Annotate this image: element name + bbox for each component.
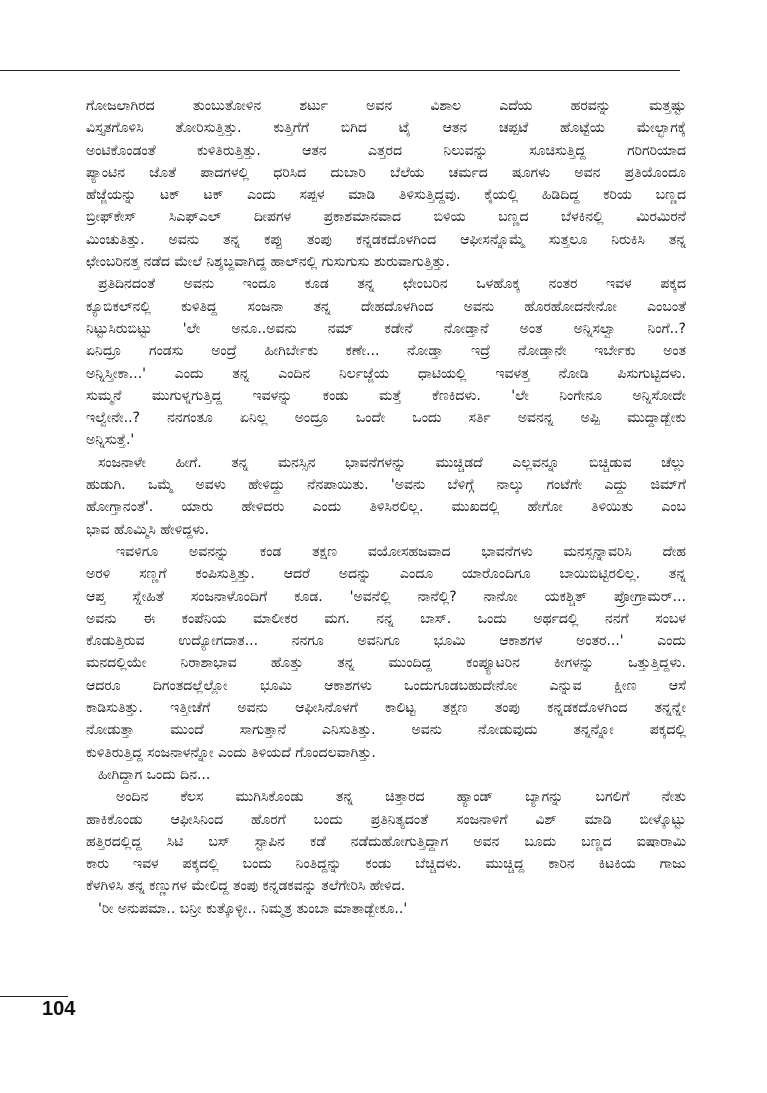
page-number: 104 — [42, 998, 76, 1020]
text-line: ಅನ್ನಿಸ್ತೀಕಾ...' ಎಂದು ತನ್ನ ಎಂದಿನ ನಿರ್ಲಜ್ಜೆಯ ಧಾಟಿಯಲ್ಲಿ ಇವಳತ್ತ ನೋಡಿ ಪಿಸುಗುಟ್ಟಿದಳು. — [86, 365, 686, 382]
text-line: ಗೋಜಲಾಗಿರದ ತುಂಬುತೋಳಿನ ಶರ್ಟು ಅವನ ವಿಶಾಲ ಎದೆಯ ಹರವನ್ನು ಮತ್ತಷ್ಟು — [86, 98, 686, 114]
text-line: ಇವಳಿಗೂ ಅವನನ್ನು ಕಂಡ ತಕ್ಷಣ ವಯೋಸಹಜವಾದ ಭಾವನೆಗಳು ಮನಸ್ಸನ್ನಾವರಿಸಿ ದೇಹ — [116, 543, 686, 560]
text-line: ಮನದಲ್ಲಿಯೇ ನಿರಾಶಾಭಾವ ಹೊತ್ತು ತನ್ನ ಮುಂದಿದ್ದ ಕಂಪ್ಯೂಟರಿನ ಕೀಗಳನ್ನು ಒತ್ತುತ್ತಿದ್ದಳು. — [86, 655, 686, 672]
text-line: ಏನಿದ್ರೂ ಗಂಡಸು ಅಂದ್ರೆ ಹೀಗಿರ್ಬೇಕು ಕಣೇ... ನೋಡ್ತಾ ಇದ್ರೆ ನೋಡ್ತಾನೇ ಇರ್ಬೇಕು ಅಂತ — [86, 343, 686, 360]
text-line: ಹುಡುಗಿ. ಒಮ್ಮೆ ಅವಳು ಹೇಳಿದ್ದು ನೆನಪಾಯಿತು. 'ಅವನು ಬೆಳಿಗ್ಗೆ ನಾಲ್ಕು ಗಂಟೆಗೇ ಎದ್ದು ಜಿಮ್‌ಗೆ — [86, 477, 686, 494]
text-line: ಛೇಂಬರಿನತ್ತ ನಡೆದ ಮೇಲೆ ನಿಶ್ಶಬ್ದವಾಗಿದ್ದ ಹಾಲ್‌ನಲ್ಲಿ ಗುಸುಗುಸು ಶುರುವಾಗುತ್ತಿತ್ತು. — [86, 254, 451, 271]
text-line: ಕುಳಿತಿರುತ್ತಿದ್ದ ಸಂಜನಾಳನ್ನೋ ಎಂದು ತಿಳಿಯದೆ ಗೊಂದಲವಾಗಿತ್ತು. — [86, 744, 376, 761]
text-line: ಮಿಂಚುತಿತ್ತು. ಅವನು ತನ್ನ ಕಪ್ಪು ತಂಪು ಕನ್ನಡಕದೊಳಗಿಂದ ಆಫೀಸನ್ನೊಮ್ಮೆ ಸುತ್ತಲೂ ನಿರುಕಿಸಿ ತನ್ನ — [86, 231, 686, 248]
text-line: ಅಂಟಿಕೊಂಡಂತೆ ಕುಳಿತಿರುತ್ತಿತ್ತು. ಆತನ ಎತ್ತರದ ನಿಲುವನ್ನು ಸೂಚಿಸುತ್ತಿದ್ದ ಗರಿಗರಿಯಾದ — [86, 142, 686, 159]
text-line: ವಿಸ್ತೃತಗೊಳಿಸಿ ತೋರಿಸುತ್ತಿತ್ತು. ಕುತ್ತಿಗೆಗೆ ಬಿಗಿದ ಟೈ ಆತನ ಚಪ್ಪಟೆ ಹೊಟ್ಟೆಯ ಮೇಲ್ಭಾಗಕ್ಕೆ — [86, 120, 686, 137]
text-line: ನಿಟ್ಟುಸಿರುಬಿಟ್ಟು 'ಲೇ ಅನೂ..ಅವನು ನಮ್ ಕಡೇನೆ ನೋಡ್ತಾನೆ ಅಂತ ಅನ್ನಿಸಲ್ವಾ ನಿಂಗೆ..? — [86, 320, 686, 337]
text-line: ಹೀಗಿದ್ದಾಗ ಒಂದು ದಿನ... — [98, 766, 211, 783]
text-line: ಸಂಜನಾಳೇ ಹೀಗೆ. ತನ್ನ ಮನಸ್ಸಿನ ಭಾವನೆಗಳನ್ನು ಮುಚ್ಚಿಡದೆ ಎಲ್ಲವನ್ನೂ ಬಿಚ್ಚಿಡುವ ಚೆಲ್ಲು — [98, 454, 686, 471]
text-line: ಬ್ರೀಫ್‌ಕೇಸ್ ಸಿಎಫ್‌ಎಲ್ ದೀಪಗಳ ಪ್ರಕಾಶಮಾನವಾದ ಬಿಳಿಯ ಬಣ್ಣದ ಬೆಳಕಿನಲ್ಲಿ ಮಿರಮಿರನೆ — [86, 209, 686, 226]
text-line: 'ರೀ ಅನುಪಮಾ.. ಬನ್ರೀ ಕುತ್ಕೊಳ್ಳೀ.. ನಿಮ್ಮತ್ರ ತುಂಬಾ ಮಾತಾಡ್ಬೇಕೂ..' — [98, 900, 408, 917]
text-line: ಹತ್ತಿರದಲ್ಲಿದ್ದ ಸಿಟಿ ಬಸ್ ಸ್ಟಾಪಿನ ಕಡೆ ನಡೆದುಹೋಗುತ್ತಿದ್ದಾಗ ಅವನ ಬೂದು ಬಣ್ಣದ ಐಷಾರಾಮಿ — [86, 833, 686, 850]
text-line: ಹಾಕಿಕೊಂಡು ಆಫೀಸಿನಿಂದ ಹೊರಗೆ ಬಂದು ಪ್ರತಿನಿತ್ಯದಂತೆ ಸಂಜನಾಳಿಗೆ ವಿಶ್ ಮಾಡಿ ಬೀಳ್ಕೊಟ್ಟು — [86, 811, 686, 828]
text-line: ಅಂದಿನ ಕೆಲಸ ಮುಗಿಸಿಕೊಂಡು ತನ್ನ ಚಿತ್ತಾರದ ಹ್ಯಾಂಡ್ ಬ್ಯಾಗನ್ನು ಬಗಲಿಗೆ ನೇತು — [116, 789, 686, 806]
text-line: ಸುಮ್ಮನೆ ಮುಗುಳ್ನಗುತ್ತಿದ್ದ ಇವಳನ್ನು ಕಂಡು ಮತ್ತೆ ಕೆಣಕಿದಳು. 'ಲೇ ನಿಂಗೇನೂ ಅನ್ನಿಸೋದೇ — [86, 387, 686, 404]
text-line: ಕ್ಯೂಬಿಕಲ್‌ನಲ್ಲಿ ಕುಳಿತಿದ್ದ ಸಂಜನಾ ತನ್ನ ದೇಹದೊಳಗಿಂದ ಅವನು ಹೊರಹೋದನೇನೋ ಎಂಬಂತೆ — [86, 298, 686, 315]
text-line: ಭಾವ ಹೊಮ್ಮಿಸಿ ಹೇಳಿದ್ದಳು. — [86, 521, 210, 538]
text-line: ಅರಳಿ ಸಣ್ಣಗೆ ಕಂಪಿಸುತ್ತಿತ್ತು. ಆದರೆ ಅದನ್ನು ಎಂದೂ ಯಾರೊಂದಿಗೂ ಬಾಯಿಬಿಟ್ಟಿರಲಿಲ್ಲ. ತನ್ನ — [86, 566, 686, 583]
text-line: ಆದರೂ ದಿಗಂತದಲ್ಲೆಲ್ಲೋ ಭೂಮಿ ಆಕಾಶಗಳು ಒಂದುಗೂಡಬಹುದೇನೋ ಎನ್ನುವ ಕ್ಷೀಣ ಆಸೆ — [86, 677, 686, 694]
text-line: ಕಾರು ಇವಳ ಪಕ್ಕದಲ್ಲಿ ಬಂದು ನಿಂತಿದ್ದನ್ನು ಕಂಡು ಬೆಚ್ಚಿದಳು. ಮುಚ್ಚಿದ್ದ ಕಾರಿನ ಕಿಟಕಿಯ ಗಾಜು — [86, 856, 686, 873]
text-line: ಕೊಡುತ್ತಿರುವ ಉದ್ಯೋಗದಾತ... ನನಗೂ ಅವನಿಗೂ ಭೂಮಿ ಆಕಾಶಗಳ ಅಂತರ...' ಎಂದು — [86, 633, 686, 650]
text-line: ಆಪ್ತ ಸ್ನೇಹಿತೆ ಸಂಜನಾಳೊಂದಿಗೆ ಕೂಡ. 'ಅವನೆಲ್ಲಿ ನಾನೆಲ್ಲಿ? ನಾನೋ ಯಕಶ್ಚಿತ್ ಪ್ರೋಗ್ರಾಮರ್... — [86, 588, 686, 605]
text-line: ಹೆಜ್ಜೆಯನ್ನು ಟಕ್ ಟಕ್ ಎಂದು ಸಪ್ಪಳ ಮಾಡಿ ತಿಳಿಸುತ್ತಿದ್ದವು. ಕೈಯಲ್ಲಿ ಹಿಡಿದಿದ್ದ ಕರಿಯ ಬಣ್ಣದ — [86, 187, 686, 204]
text-line: ಹೋಗ್ತಾನಂತೆ'. ಯಾರು ಹೇಳಿದರು ಎಂದು ತಿಳಿಸಿರಲಿಲ್ಲ. ಮುಖದಲ್ಲಿ ಹೇಗೋ ತಿಳಿಯಿತು ಎಂಬ — [86, 499, 686, 516]
text-line: ಅವನು ಈ ಕಂಪೆನಿಯ ಮಾಲೀಕರ ಮಗ. ನನ್ನ ಬಾಸ್. ಒಂದು ಅರ್ಥದಲ್ಲಿ ನನಗೆ ಸಂಬಳ — [86, 610, 686, 627]
text-line: ಇಲ್ವೇನೇ..? ನನಗಂತೂ ಏನಿಲ್ಲ ಅಂದ್ರೂ ಒಂದೇ ಒಂದು ಸರ್ತಿ ಅವನನ್ನ ಅಪ್ಪಿ ಮುದ್ದಾಡ್ಬೇಕು — [86, 410, 686, 427]
header-rule — [0, 70, 680, 71]
text-line: ಪ್ಯಾಂಟಿನ ಜೊತೆ ಪಾದಗಳಲ್ಲಿ ಧರಿಸಿದ ದುಬಾರಿ ಬೆಲೆಯ ಚರ್ಮದ ಷೂಗಳು ಅವನ ಪ್ರತಿಯೊಂದೂ — [86, 164, 686, 181]
body-text — [86, 95, 686, 920]
text-line: ಕೆಳಗಿಳಿಸಿ ತನ್ನ ಕಣ್ಣುಗಳ ಮೇಲಿದ್ದ ತಂಪು ಕನ್ನಡಕವನ್ನು ತಲೆಗೇರಿಸಿ ಹೇಳಿದ. — [86, 878, 406, 895]
text-line: ನೋಡುತ್ತಾ ಮುಂದೆ ಸಾಗುತ್ತಾನೆ ಎನಿಸುತಿತ್ತು. ಅವನು ನೋಡುವುದು ತನ್ನನ್ನೋ ಪಕ್ಕದಲ್ಲಿ — [86, 722, 686, 739]
text-line: ಪ್ರತಿದಿನದಂತೆ ಅವನು ಇಂದೂ ಕೂಡ ತನ್ನ ಛೇಂಬರಿನ ಒಳಹೊಕ್ಕ ನಂತರ ಇವಳ ಪಕ್ಕದ — [98, 276, 686, 293]
text-line: ಕಾಡಿಸುತಿತ್ತು. ಇತ್ತೀಚೆಗೆ ಅವನು ಆಫೀಸಿನೊಳಗೆ ಕಾಲಿಟ್ಟ ತಕ್ಷಣ ತಂಪು ಕನ್ನಡಕದೊಳಗಿಂದ ತನ್ನನ್ನೇ — [86, 700, 686, 717]
text-line: ಅನ್ನಿಸುತ್ತೆ.' — [86, 432, 135, 449]
